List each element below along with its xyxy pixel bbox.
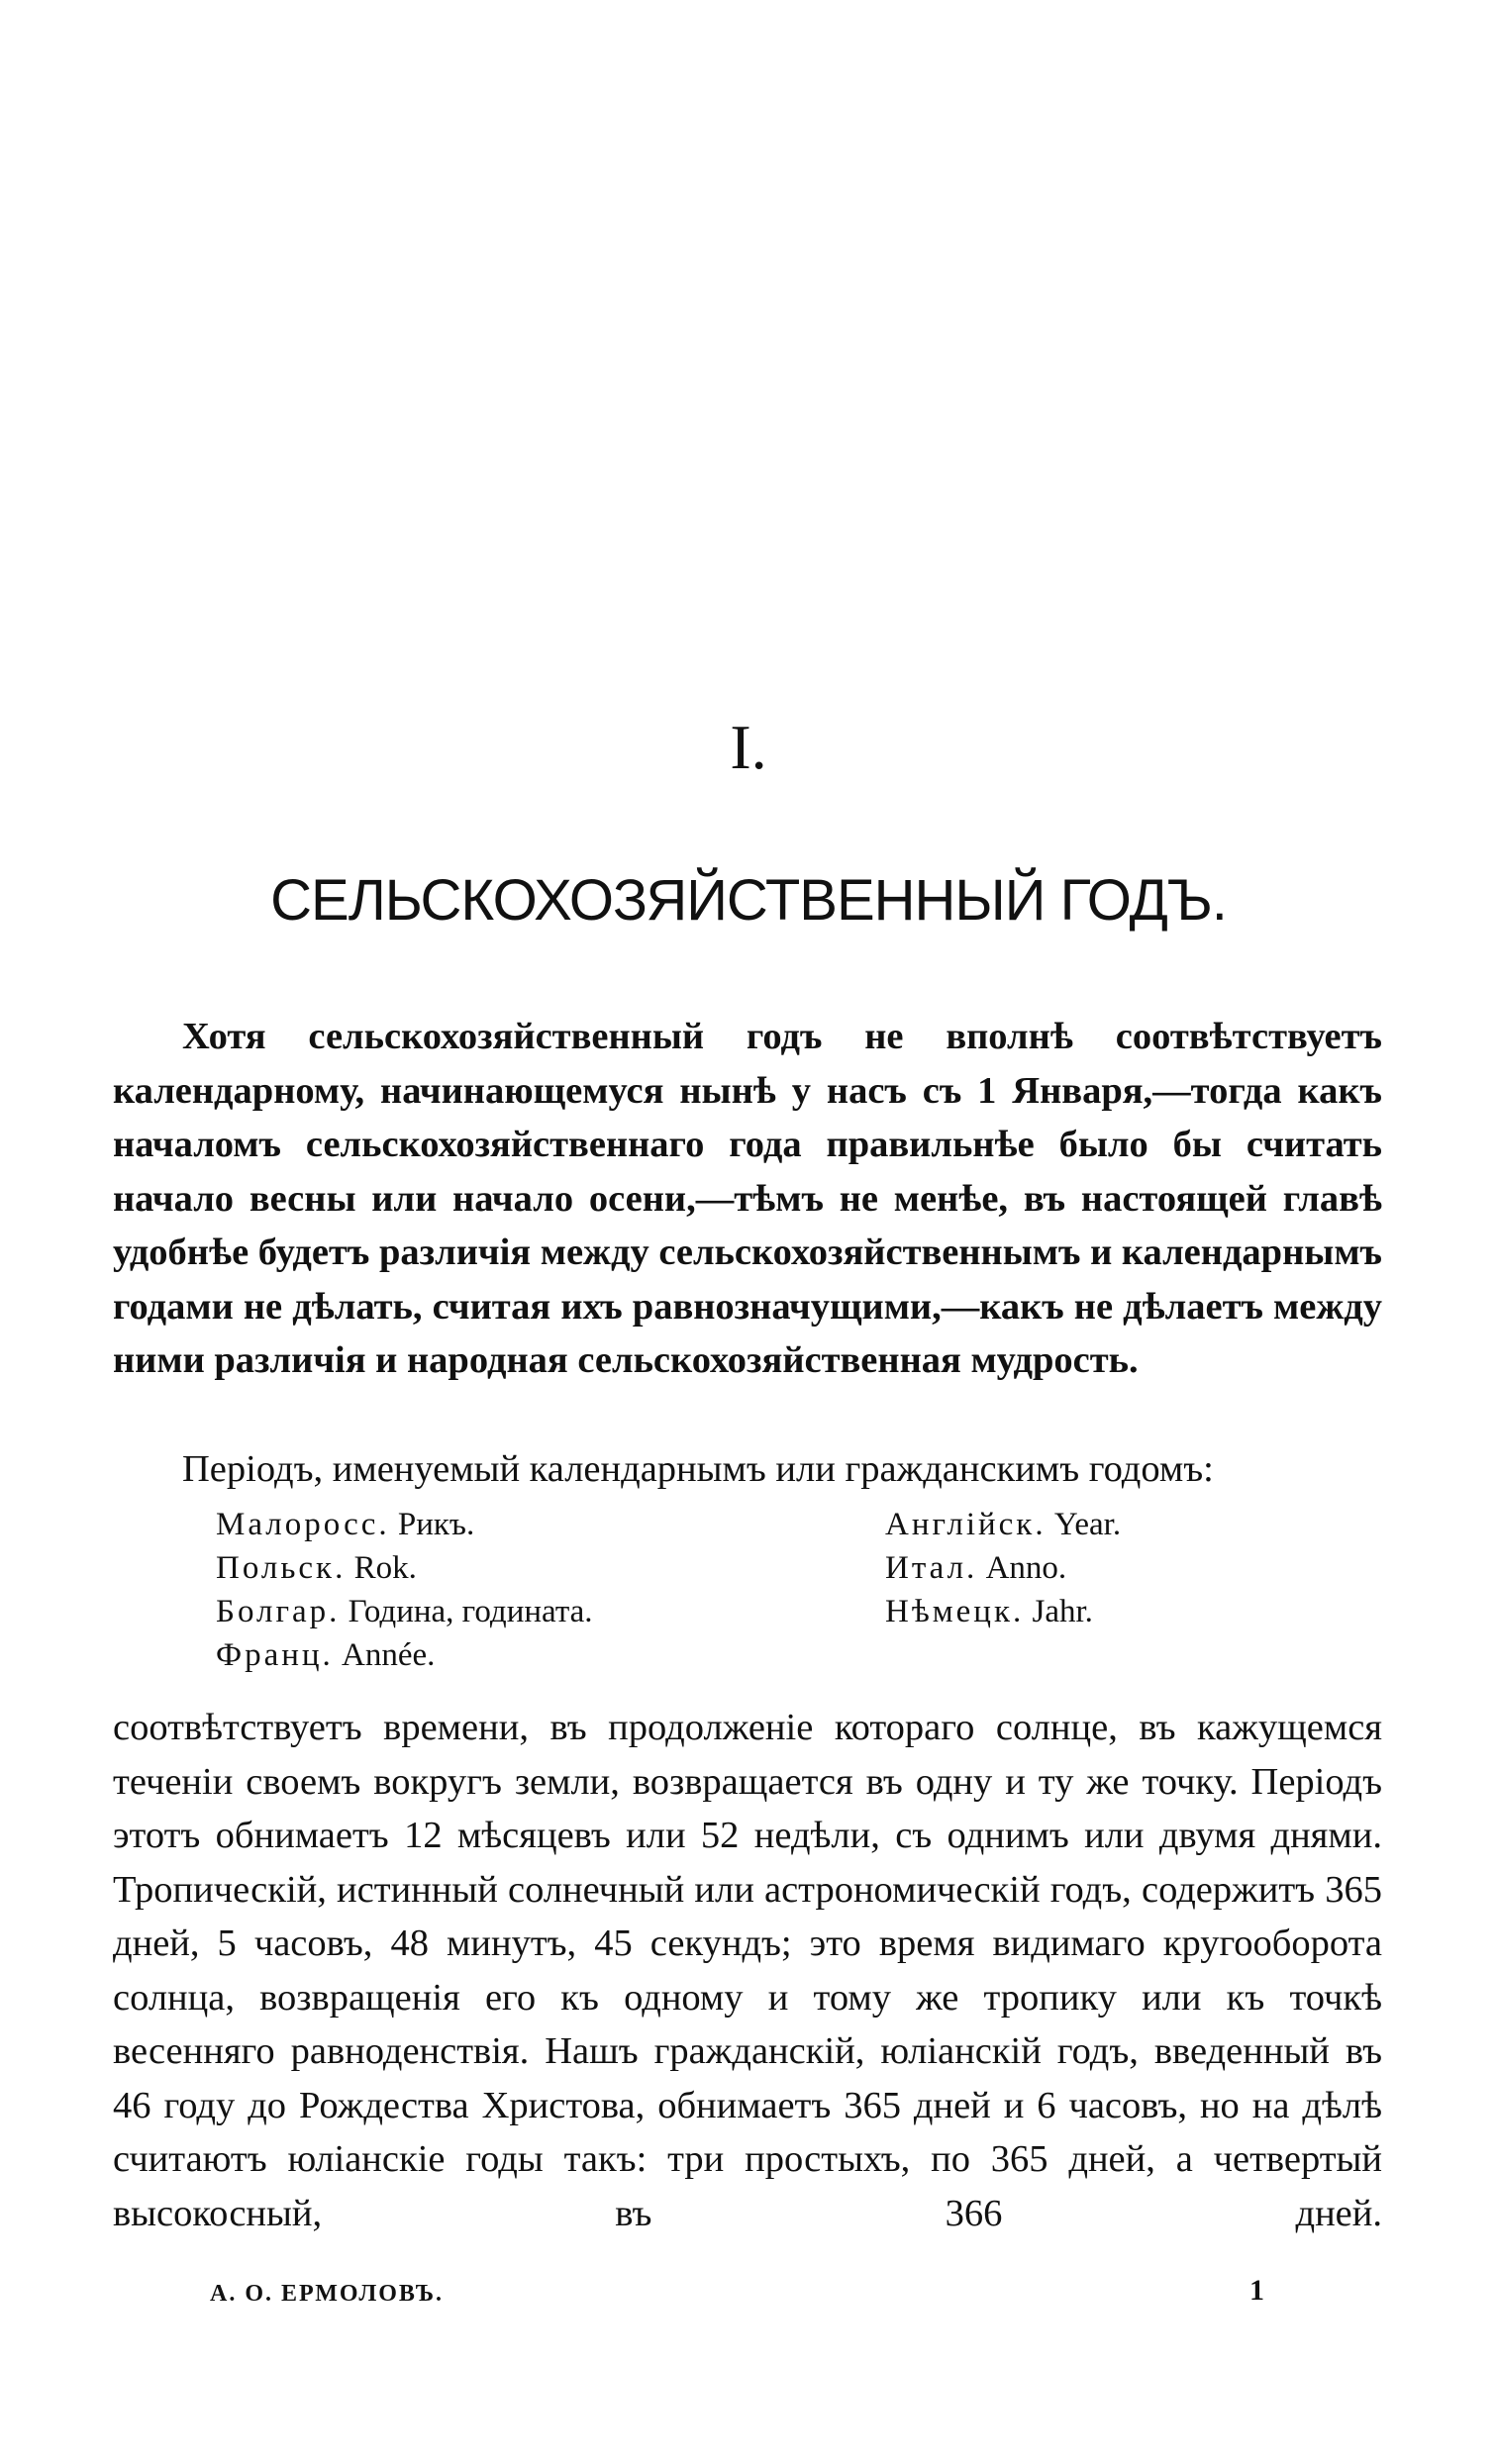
year-name-item xyxy=(885,1546,1121,1590)
year-names-left-column xyxy=(216,1503,593,1677)
language-label: Болгар. xyxy=(216,1594,341,1629)
year-name-item xyxy=(885,1503,1121,1546)
year-name-item xyxy=(216,1503,593,1546)
year-word: Anno. xyxy=(985,1550,1067,1586)
year-word: Année. xyxy=(342,1637,436,1673)
language-label: Итал. xyxy=(885,1550,978,1586)
paragraph-year-definition: соотвѣтствуетъ времени, въ продолженіе котораго солнце, въ кажущемся теченіи своемъ вокругъ земли, возвращается въ одну и ту же точку. Періодъ этотъ обнимаетъ 12 мѣсяцевъ или 52 недѣли, съ однимъ или двумя днями. Тропическій, истинный солнечный или астрономическій годъ, содержитъ 365 дней, 5 часовъ, 48 минутъ, 45 секундъ; это время видимаго кругооборота солнца, возвращенія его къ одному и тому же тропику или къ точкѣ весенняго равноденствія. Нашъ гражданскій, юліанскій годъ, введенный въ 46 году до Рождества Христова, обнимаетъ 365 дней и 6 часовъ, но на дѣлѣ считаютъ юліанскіе годы такъ: три простыхъ, по 365 дней, а четвертый высокосный, въ 366 дней. xyxy=(113,1707,1382,2234)
year-name-item xyxy=(216,1546,593,1590)
language-label: Польск. xyxy=(216,1550,347,1586)
year-name-item xyxy=(216,1590,593,1633)
language-label: Малоросс. xyxy=(216,1507,390,1542)
chapter-title: СЕЛЬСКОХОЗЯЙСТВЕННЫЙ ГОДЪ. xyxy=(270,868,1227,933)
chapter-number: I. xyxy=(730,712,767,782)
year-word: Rok. xyxy=(353,1550,417,1586)
year-name-item xyxy=(216,1633,593,1677)
year-name-item xyxy=(885,1590,1121,1633)
footer-author-signature: А. О. ЕРМОЛОВЪ. xyxy=(210,2281,444,2307)
year-word: Year. xyxy=(1053,1507,1122,1542)
paragraph-year-names-lead: Періодъ, именуемый календарнымъ или гражданскимъ годомъ: xyxy=(182,1448,1214,1490)
paragraph-intro: Хотя сельскохозяйственный годъ не вполнѣ соотвѣтствуетъ календарному, начинающемуся нынѣ у насъ съ 1 Января,—тогда какъ началомъ сельскохозяйственнаго года правильнѣе было бы считать начало весны или начало осени,—тѣмъ не менѣе, въ настоящей главѣ удобнѣе будетъ различія между сельскохозяйственнымъ и календарнымъ годами не дѣлать, считая ихъ равнозначущими,—какъ не дѣлаетъ между ними различія и народная сельскохозяйственная мудрость. xyxy=(113,1016,1383,1381)
year-word: Jahr. xyxy=(1032,1594,1093,1629)
year-word: Година, годината. xyxy=(348,1594,593,1629)
language-label: Нѣмецк. xyxy=(885,1594,1025,1629)
year-names-right-column xyxy=(885,1503,1121,1633)
language-label: Англійск. xyxy=(885,1507,1047,1542)
year-word: Рикъ. xyxy=(397,1507,475,1542)
page-number: 1 xyxy=(1249,2274,1264,2307)
language-label: Франц. xyxy=(216,1637,334,1673)
